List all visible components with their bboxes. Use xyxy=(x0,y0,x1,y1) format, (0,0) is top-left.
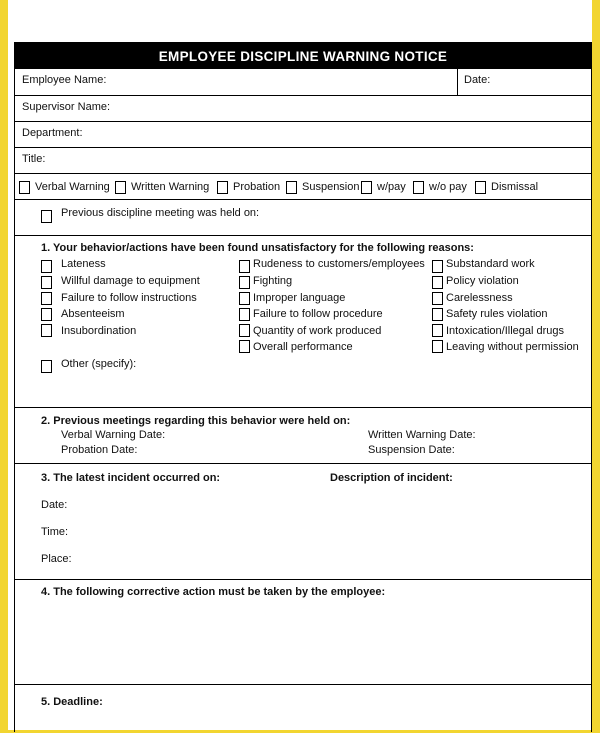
section-1-heading: 1. Your behavior/actions have been found unsatisfactory for the following reasons: xyxy=(41,242,474,254)
checkbox-reason[interactable] xyxy=(432,292,443,305)
section-2-previous-meetings xyxy=(15,408,591,464)
reason-label: Leaving without permission xyxy=(446,341,579,353)
title-row xyxy=(15,148,591,174)
checkbox-without-pay[interactable] xyxy=(413,181,424,194)
divider xyxy=(457,69,458,95)
checkbox-reason[interactable] xyxy=(432,276,443,289)
reason-label: Failure to follow instructions xyxy=(61,292,197,304)
incident-date-field[interactable]: Date: xyxy=(41,499,68,511)
reason-label: Policy violation xyxy=(446,275,519,287)
section-1-reasons xyxy=(15,236,591,408)
form-title: EMPLOYEE DISCIPLINE WARNING NOTICE xyxy=(15,43,591,69)
reason-label: Willful damage to equipment xyxy=(61,275,200,287)
section-5-deadline xyxy=(15,685,591,733)
checkbox-reason[interactable] xyxy=(41,324,52,337)
label-verbal-warning: Verbal Warning xyxy=(35,181,110,193)
warning-notice-form xyxy=(14,42,592,732)
checkbox-verbal-warning[interactable] xyxy=(19,181,30,194)
reason-label: Improper language xyxy=(253,292,346,304)
label-written-warning: Written Warning xyxy=(131,181,210,193)
checkbox-previous-meeting[interactable] xyxy=(41,210,52,223)
reason-label: Absenteeism xyxy=(61,308,125,320)
reason-label: Failure to follow procedure xyxy=(253,308,383,320)
description-of-incident-label: Description of incident: xyxy=(330,472,453,484)
checkbox-reason[interactable] xyxy=(41,276,52,289)
reason-label: Insubordination xyxy=(61,325,137,337)
supervisor-name-row xyxy=(15,96,591,122)
section-4-corrective-action xyxy=(15,579,591,685)
written-warning-date[interactable]: Written Warning Date: xyxy=(368,429,476,441)
checkbox-dismissal[interactable] xyxy=(475,181,486,194)
checkbox-with-pay[interactable] xyxy=(361,181,372,194)
section-3-heading: 3. The latest incident occurred on: xyxy=(41,472,221,484)
checkbox-other[interactable] xyxy=(41,360,52,373)
supervisor-name-field[interactable]: Supervisor Name: xyxy=(22,101,111,113)
checkbox-reason[interactable] xyxy=(239,340,250,353)
date-field[interactable]: Date: xyxy=(464,74,491,86)
section-2-heading: 2. Previous meetings regarding this behavior were held on: xyxy=(41,415,351,427)
employee-name-row xyxy=(15,69,591,96)
reason-label: Safety rules violation xyxy=(446,308,548,320)
checkbox-reason[interactable] xyxy=(239,292,250,305)
checkbox-probation[interactable] xyxy=(217,181,228,194)
reason-label: Substandard work xyxy=(446,258,535,270)
section-3-latest-incident xyxy=(15,464,591,579)
reason-label: Intoxication/Illegal drugs xyxy=(446,325,565,337)
checkbox-reason[interactable] xyxy=(41,292,52,305)
title-field[interactable]: Title: xyxy=(22,153,46,165)
checkbox-reason[interactable] xyxy=(432,308,443,321)
checkbox-reason[interactable] xyxy=(41,260,52,273)
reason-label: Fighting xyxy=(253,275,293,287)
section-4-heading: 4. The following corrective action must be taken by the employee: xyxy=(41,586,386,598)
reason-label: Carelessness xyxy=(446,292,513,304)
checkbox-reason[interactable] xyxy=(239,276,250,289)
label-with-pay: w/pay xyxy=(377,181,406,193)
label-probation: Probation xyxy=(233,181,281,193)
incident-place-field[interactable]: Place: xyxy=(41,553,72,565)
checkbox-written-warning[interactable] xyxy=(115,181,126,194)
reason-label: Rudeness to customers/employees xyxy=(253,258,425,270)
checkbox-reason[interactable] xyxy=(41,308,52,321)
other-specify-label: Other (specify): xyxy=(61,358,137,370)
reason-label: Quantity of work produced xyxy=(253,325,382,337)
label-dismissal: Dismissal xyxy=(491,181,539,193)
checkbox-reason[interactable] xyxy=(239,308,250,321)
label-suspension: Suspension xyxy=(302,181,360,193)
department-row xyxy=(15,122,591,148)
checkbox-reason[interactable] xyxy=(432,340,443,353)
suspension-date[interactable]: Suspension Date: xyxy=(368,444,455,456)
warning-type-row xyxy=(15,174,591,200)
reason-label: Overall performance xyxy=(253,341,353,353)
verbal-warning-date[interactable]: Verbal Warning Date: xyxy=(61,429,166,441)
label-previous-meeting: Previous discipline meeting was held on: xyxy=(61,207,260,219)
checkbox-reason[interactable] xyxy=(432,260,443,273)
checkbox-suspension[interactable] xyxy=(286,181,297,194)
checkbox-reason[interactable] xyxy=(239,324,250,337)
checkbox-reason[interactable] xyxy=(239,260,250,273)
section-5-heading: 5. Deadline: xyxy=(41,696,103,708)
department-field[interactable]: Department: xyxy=(22,127,83,139)
reason-label: Lateness xyxy=(61,258,106,270)
label-without-pay: w/o pay xyxy=(429,181,467,193)
probation-date[interactable]: Probation Date: xyxy=(61,444,138,456)
previous-meeting-row xyxy=(15,200,591,236)
employee-name-field[interactable]: Employee Name: xyxy=(22,74,107,86)
incident-time-field[interactable]: Time: xyxy=(41,526,69,538)
checkbox-reason[interactable] xyxy=(432,324,443,337)
